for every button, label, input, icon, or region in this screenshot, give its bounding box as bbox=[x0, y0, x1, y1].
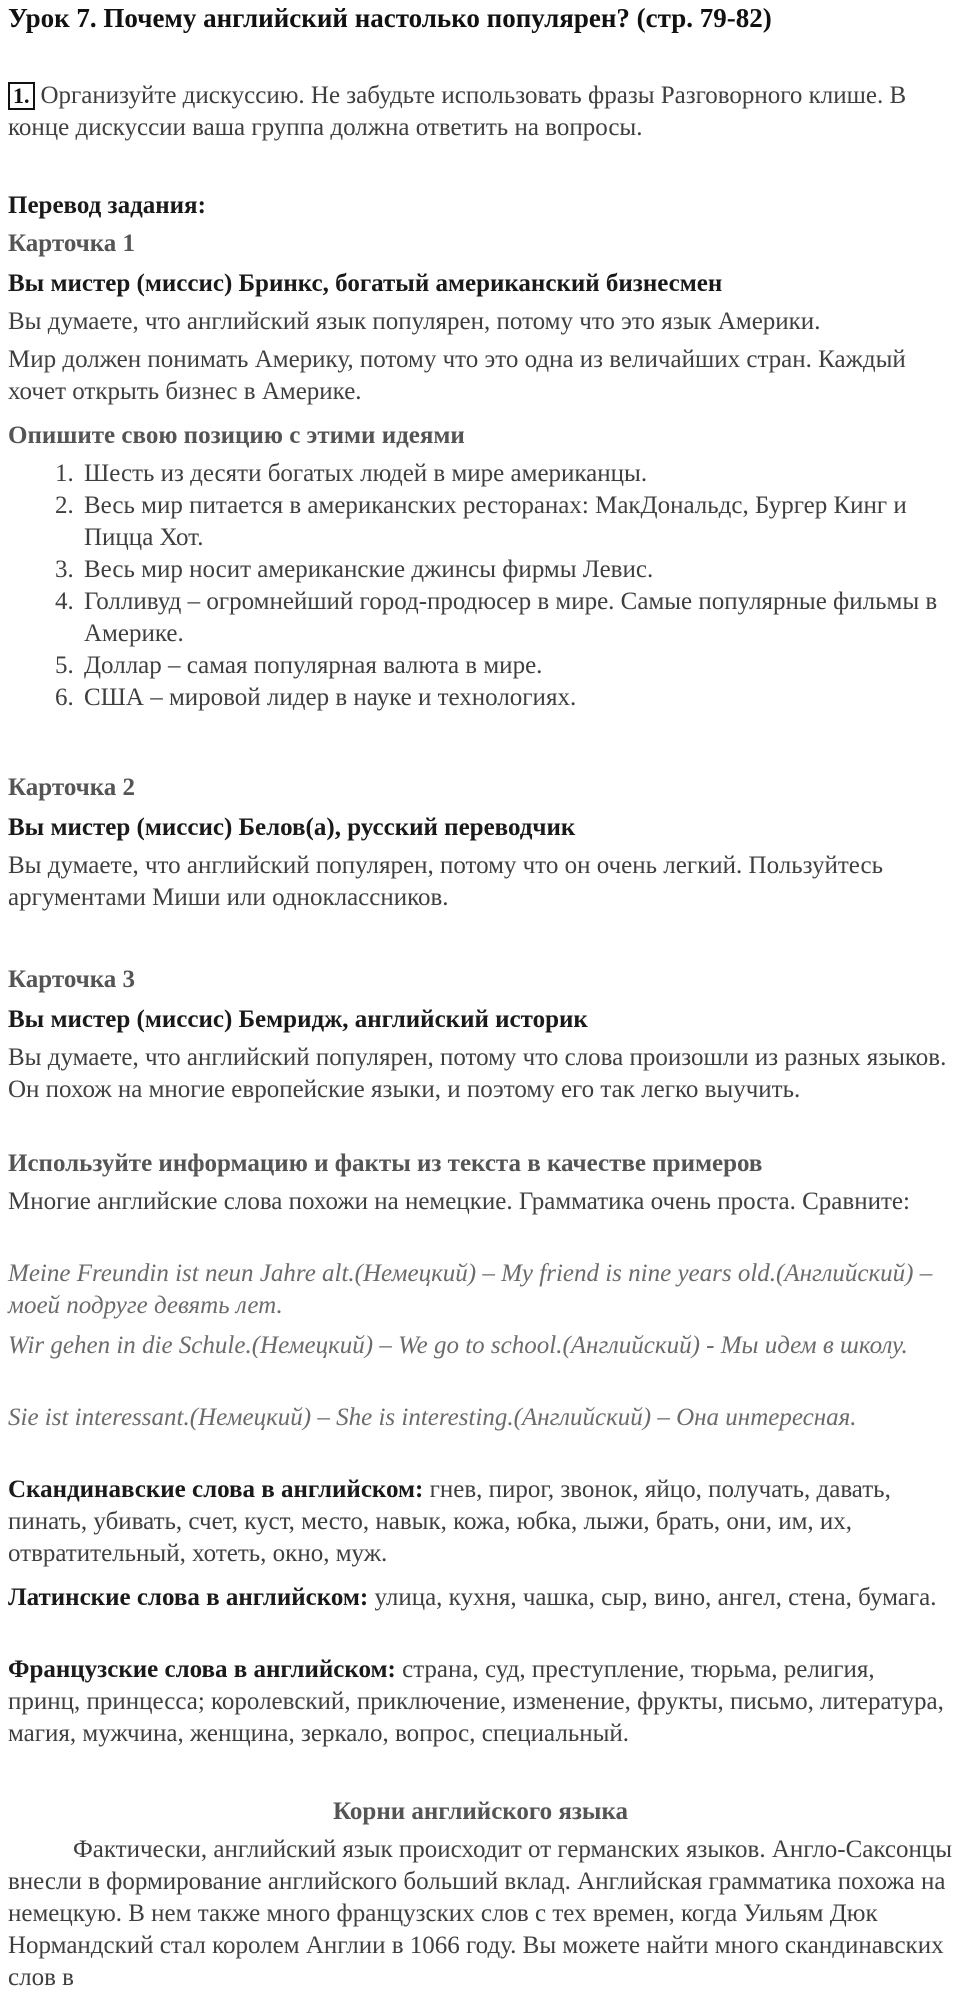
list-item: 2. Весь мир питается в американских ресторанах: МакДональдс, Бургер Кинг и Пицца Хот. bbox=[80, 490, 953, 554]
card1-para2: Мир должен понимать Америку, потому что это одна из величайших стран. Каждый хочет открыть бизнес в Америке. bbox=[8, 346, 906, 405]
scandinavian-label: Скандинавские слова в английском: bbox=[8, 1476, 424, 1503]
latin-label: Латинские слова в английском: bbox=[8, 1584, 369, 1611]
card1-list-wrap bbox=[8, 458, 953, 714]
card2-label: Карточка 2 bbox=[8, 774, 136, 801]
exercise-block bbox=[8, 80, 953, 144]
exercise-text: Организуйте дискуссию. Не забудьте использовать фразы Разговорного клише. В конце дискуссии ваша группа должна ответить на вопросы. bbox=[8, 82, 907, 141]
latin-words bbox=[8, 1582, 953, 1614]
card2-role: Вы мистер (миссис) Белов(а), русский переводчик bbox=[8, 814, 576, 841]
card3-role: Вы мистер (миссис) Бемридж, английский историк bbox=[8, 1006, 588, 1033]
scandinavian-text: гнев, пирог, звонок, яйцо, получать, давать, пинать, убивать, счет, куст, место, навык, кожа, юбка, лыжи, брать, они, им, их, отвратительный, хотеть, окно, муж. bbox=[8, 1476, 891, 1567]
list-item: 3. Весь мир носит американские джинсы фирмы Левис. bbox=[80, 554, 953, 586]
french-label: Французские слова в английском: bbox=[8, 1656, 396, 1683]
list-item: 6. США – мировой лидер в науке и технологиях. bbox=[80, 682, 953, 714]
latin-text: улица, кухня, чашка, сыр, вино, ангел, стена, бумага. bbox=[368, 1584, 937, 1611]
card2-para: Вы думаете, что английский популярен, потому что он очень легкий. Пользуйтесь аргументами Миши или одноклассников. bbox=[8, 852, 883, 911]
card1-role: Вы мистер (миссис) Бринкс, богатый американский бизнесмен bbox=[8, 270, 723, 297]
example-line: Meine Freundin ist neun Jahre alt.(Немецкий) – My friend is nine years old.(Английский) – моей подруге девять лет. bbox=[8, 1260, 933, 1319]
list-item: 5. Доллар – самая популярная валюта в мире. bbox=[80, 650, 953, 682]
card1-label: Карточка 1 bbox=[8, 230, 136, 257]
french-words bbox=[8, 1654, 953, 1750]
example-line: Wir gehen in die Schule.(Немецкий) – We go to school.(Английский) - Мы идем в школу. bbox=[8, 1332, 908, 1359]
roots-heading: Корни английского языка bbox=[333, 1798, 628, 1825]
card1-subheading: Опишите свою позицию с этими идеями bbox=[8, 422, 465, 449]
card3-label: Карточка 3 bbox=[8, 966, 136, 993]
card3-para: Вы думаете, что английский популярен, потому что слова произошли из разных языков. Он похож на многие европейские языки, и поэтому его так легко выучить. bbox=[8, 1044, 947, 1103]
translation-heading: Перевод задания: bbox=[8, 192, 206, 219]
french-text: страна, суд, преступление, тюрьма, религия, принц, принцесса; королевский, приключение, изменение, фрукты, письмо, литература, магия, мужчина, женщина, зеркало, вопрос, специальный. bbox=[8, 1656, 944, 1747]
exercise-number: 1. bbox=[8, 82, 35, 110]
page-title: Урок 7. Почему английский настолько популярен? (стр. 79-82) bbox=[8, 3, 772, 33]
scandinavian-words bbox=[8, 1474, 953, 1570]
card3-subheading: Используйте информацию и факты из текста в качестве примеров bbox=[8, 1150, 763, 1177]
card1-list bbox=[8, 458, 953, 714]
card3-para2: Многие английские слова похожи на немецкие. Грамматика очень проста. Сравните: bbox=[8, 1188, 910, 1215]
list-item: 1. Шесть из десяти богатых людей в мире американцы. bbox=[80, 458, 953, 490]
example-line: Sie ist interessant.(Немецкий) – She is interesting.(Английский) – Она интересная. bbox=[8, 1404, 857, 1431]
card1-para1: Вы думаете, что английский язык популярен, потому что это язык Америки. bbox=[8, 308, 821, 335]
list-item: 4. Голливуд – огромнейший город-продюсер в мире. Самые популярные фильмы в Америке. bbox=[80, 586, 953, 650]
roots-para: Фактически, английский язык происходит от германских языков. Англо-Саксонцы внесли в формирование английского больший вклад. Английская грамматика похожа на немецкую. В нем также много французских слов с тех времен, когда Уильям Дюк Нормандский стал королем Англии в 1066 году. Вы можете найти много скандинавских слов в bbox=[8, 1836, 953, 1991]
